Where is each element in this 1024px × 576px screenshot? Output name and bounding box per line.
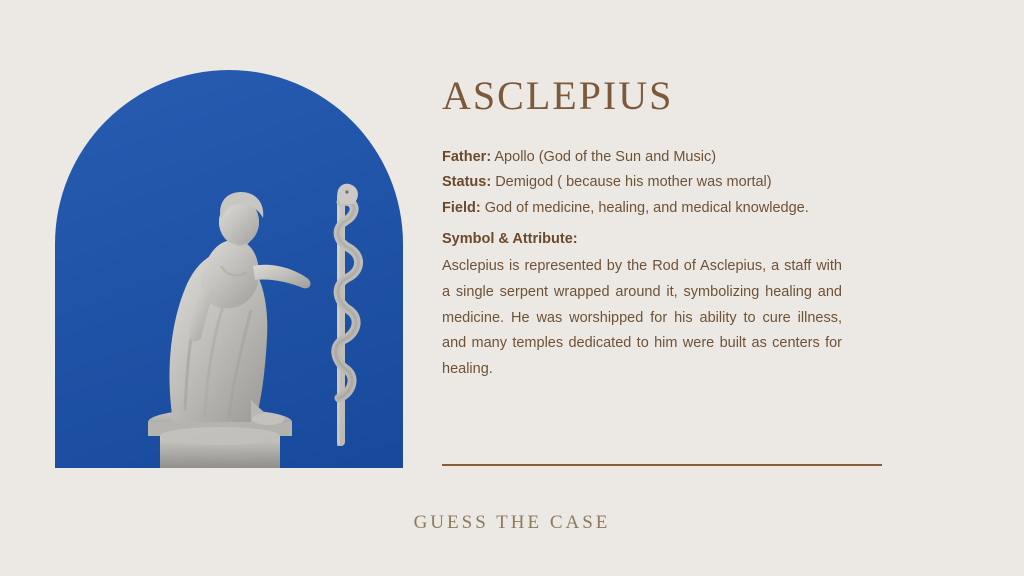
fact-value: God of medicine, healing, and medical knowledge. <box>484 199 809 216</box>
fact-label: Father: <box>442 149 492 165</box>
list-item <box>442 146 842 169</box>
divider <box>442 464 882 466</box>
text-column <box>442 73 842 383</box>
symbol-heading: Symbol & Attribute: <box>442 231 578 248</box>
statue-image-panel <box>55 70 403 468</box>
statue-of-asclepius-photo <box>55 70 403 468</box>
fact-value: Demigod ( because his mother was mortal) <box>495 174 772 191</box>
page-title: ASCLEPIUS <box>442 73 674 118</box>
arch-frame <box>55 70 403 468</box>
fact-list <box>442 146 842 252</box>
fact-label: Field: <box>442 199 481 216</box>
symbol-description: Asclepius is represented by the Rod of Asclepius, a staff with a single serpent wrapped around it, symbolizing healing and medicine. He was worshipped for his ability to cure illness, and many temples dedicated to him were built as centers for healing. <box>442 257 842 378</box>
fact-value: Apollo (God of the Sun and Music) <box>494 149 717 165</box>
list-item <box>442 171 842 194</box>
fact-label: Status: <box>442 174 492 191</box>
list-item <box>442 197 842 220</box>
footer-label: GUESS THE CASE <box>413 512 611 533</box>
